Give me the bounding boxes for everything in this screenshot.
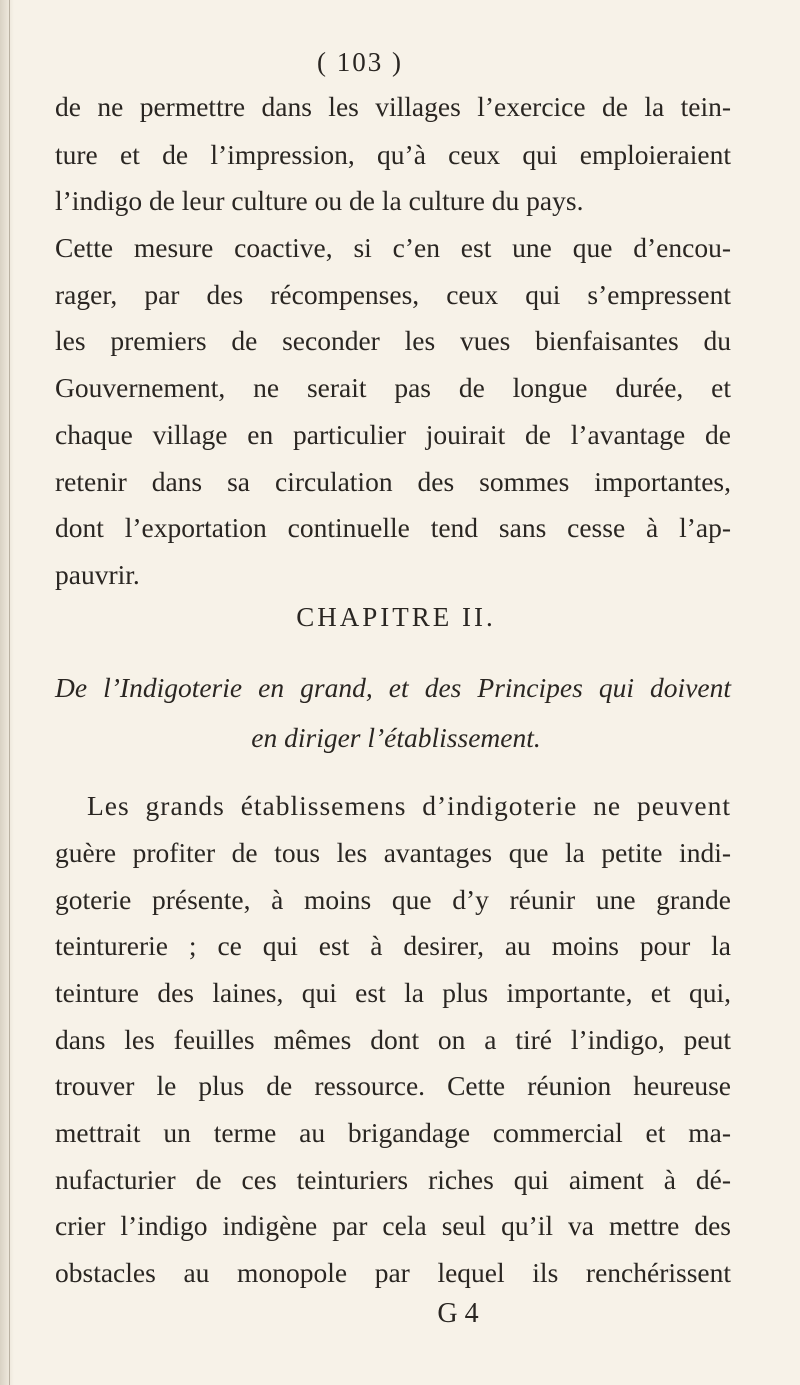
- page-number: [0, 47, 800, 78]
- chapter-heading-text: CHAPITRE II.: [296, 602, 496, 632]
- paragraph1-line: les premiers de seconder les vues bienfaisantes du: [55, 325, 731, 356]
- chapter-subtitle-line: [0, 718, 800, 758]
- paragraph2-line: nufacturier de ces teinturiers riches qui aiment à dé-: [55, 1164, 731, 1195]
- paragraph2-line: obstacles au monopole par lequel ils renchérissent: [55, 1257, 731, 1288]
- paragraph1-line: l’indigo de leur culture ou de la culture du pays.: [55, 185, 584, 216]
- signature-mark: [0, 1298, 800, 1330]
- paragraph2-line: teinture des laines, qui est la plus importante, et qui,: [55, 977, 731, 1008]
- page-gutter-shadow: [0, 0, 14, 1385]
- paragraph2-line: Les grands établissemens d’indigoterie ne peuvent: [87, 790, 731, 821]
- paragraph2-line: trouver le plus de ressource. Cette réunion heureuse: [55, 1070, 731, 1101]
- paragraph1-line: ture et de l’impression, qu’à ceux qui emploieraient: [55, 139, 731, 170]
- paragraph1-line: de ne permettre dans les villages l’exercice de la tein-: [55, 91, 731, 122]
- paragraph1-line: retenir dans sa circulation des sommes importantes,: [55, 466, 731, 497]
- paragraph1-line: dont l’exportation continuelle tend sans cesse à l’ap-: [55, 512, 731, 543]
- chapter-heading: [0, 602, 800, 633]
- paragraph2-line: goterie présente, à moins que d’y réunir une grande: [55, 884, 731, 915]
- paragraph2-line: teinturerie ; ce qui est à desirer, au moins pour la: [55, 930, 731, 961]
- paragraph1-line: pauvrir.: [55, 559, 140, 590]
- paragraph1-line: Gouvernement, ne serait pas de longue durée, et: [55, 372, 731, 403]
- paragraph2-line: guère profiter de tous les avantages que la petite indi-: [55, 837, 731, 868]
- chapter-subtitle-line: De l’Indigoterie en grand, et des Principes qui doivent: [55, 672, 731, 703]
- page-gutter-line: [9, 0, 10, 1385]
- signature-mark-text: G 4: [437, 1298, 479, 1329]
- paragraph2-line: crier l’indigo indigène par cela seul qu’il va mettre des: [55, 1210, 731, 1241]
- paragraph1-line: Cette mesure coactive, si c’en est une que d’encou-: [55, 232, 731, 263]
- paragraph1-line: rager, par des récompenses, ceux qui s’empressent: [55, 279, 731, 310]
- page-number-text: ( 103 ): [317, 47, 403, 77]
- paragraph2-line: mettrait un terme au brigandage commercial et ma-: [55, 1117, 731, 1148]
- paragraph2-line: dans les feuilles mêmes dont on a tiré l’indigo, peut: [55, 1024, 731, 1055]
- paragraph1-line: chaque village en particulier jouirait de l’avantage de: [55, 419, 731, 450]
- chapter-subtitle-text: en diriger l’établissement.: [251, 722, 541, 753]
